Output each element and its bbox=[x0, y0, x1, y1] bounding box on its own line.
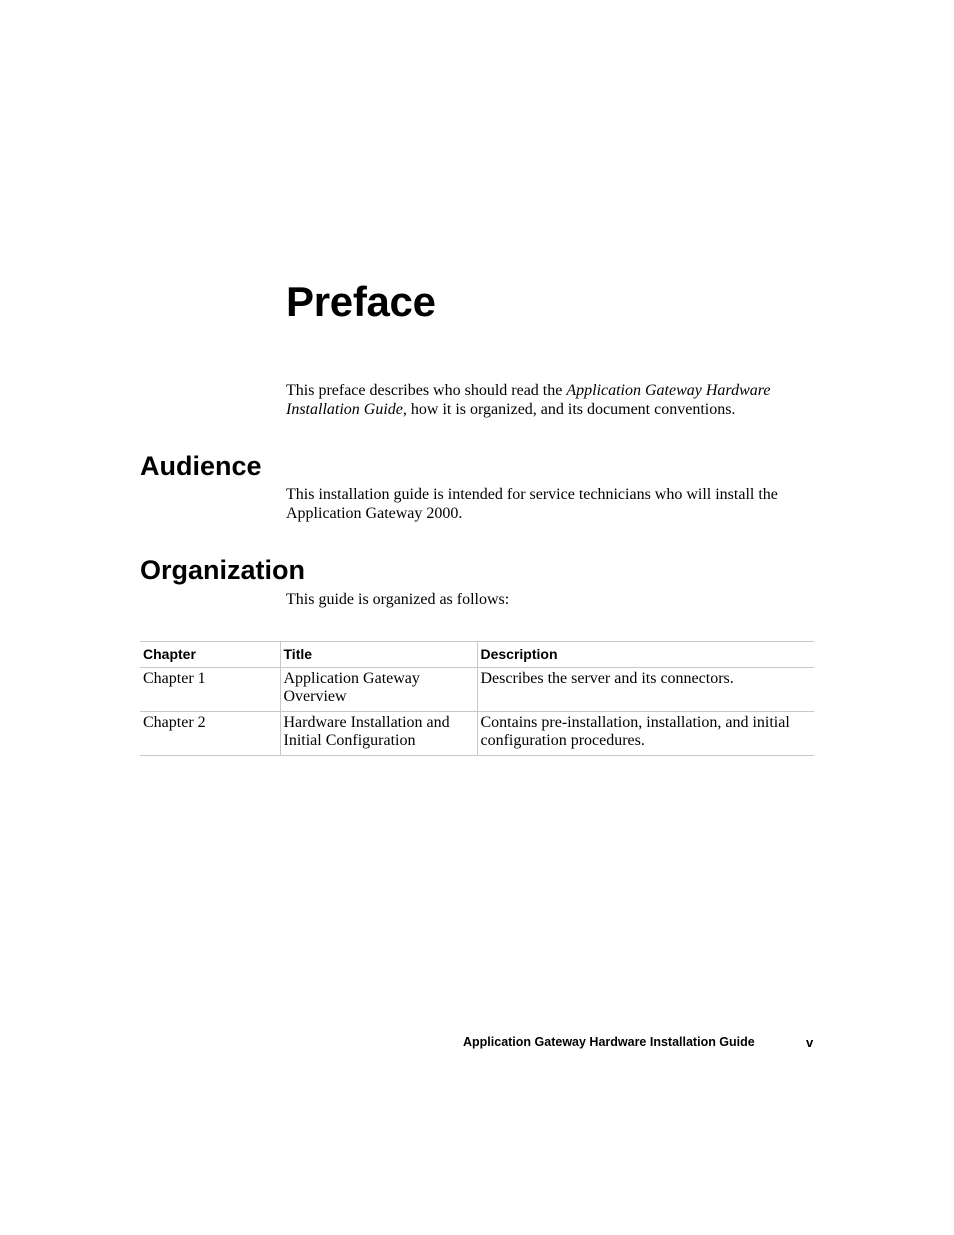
cell-description: Contains pre-installation, installation, and initial configuration procedures. bbox=[477, 711, 814, 755]
column-header-description: Description bbox=[477, 642, 814, 668]
footer-book-title: Application Gateway Hardware Installation Guide bbox=[463, 1035, 755, 1049]
organization-text: This guide is organized as follows: bbox=[286, 591, 510, 608]
column-header-title: Title bbox=[280, 642, 477, 668]
cell-chapter: Chapter 2 bbox=[140, 711, 280, 755]
intro-text-after: , how it is organized, and its document conventions. bbox=[402, 401, 736, 418]
cell-title: Hardware Installation and Initial Configuration bbox=[280, 711, 477, 755]
cell-chapter: Chapter 1 bbox=[140, 667, 280, 711]
intro-paragraph bbox=[286, 381, 816, 419]
cell-description: Describes the server and its connectors. bbox=[477, 667, 814, 711]
organization-heading: Organization bbox=[140, 555, 306, 585]
audience-text: This installation guide is intended for service technicians who will install the Application Gateway 2000. bbox=[286, 486, 778, 522]
intro-text-before: This preface describes who should read the bbox=[286, 382, 567, 399]
table-row bbox=[140, 667, 814, 711]
table-row bbox=[140, 711, 814, 755]
page-title: Preface bbox=[286, 278, 436, 325]
organization-table bbox=[140, 641, 814, 756]
footer-page-number: v bbox=[806, 1035, 814, 1050]
column-header-chapter: Chapter bbox=[140, 642, 280, 668]
intro-book-title: Application Gateway Hardware Installation Guide bbox=[286, 382, 771, 418]
table-header-row bbox=[140, 642, 814, 668]
cell-title: Application Gateway Overview bbox=[280, 667, 477, 711]
audience-heading: Audience bbox=[140, 451, 262, 481]
